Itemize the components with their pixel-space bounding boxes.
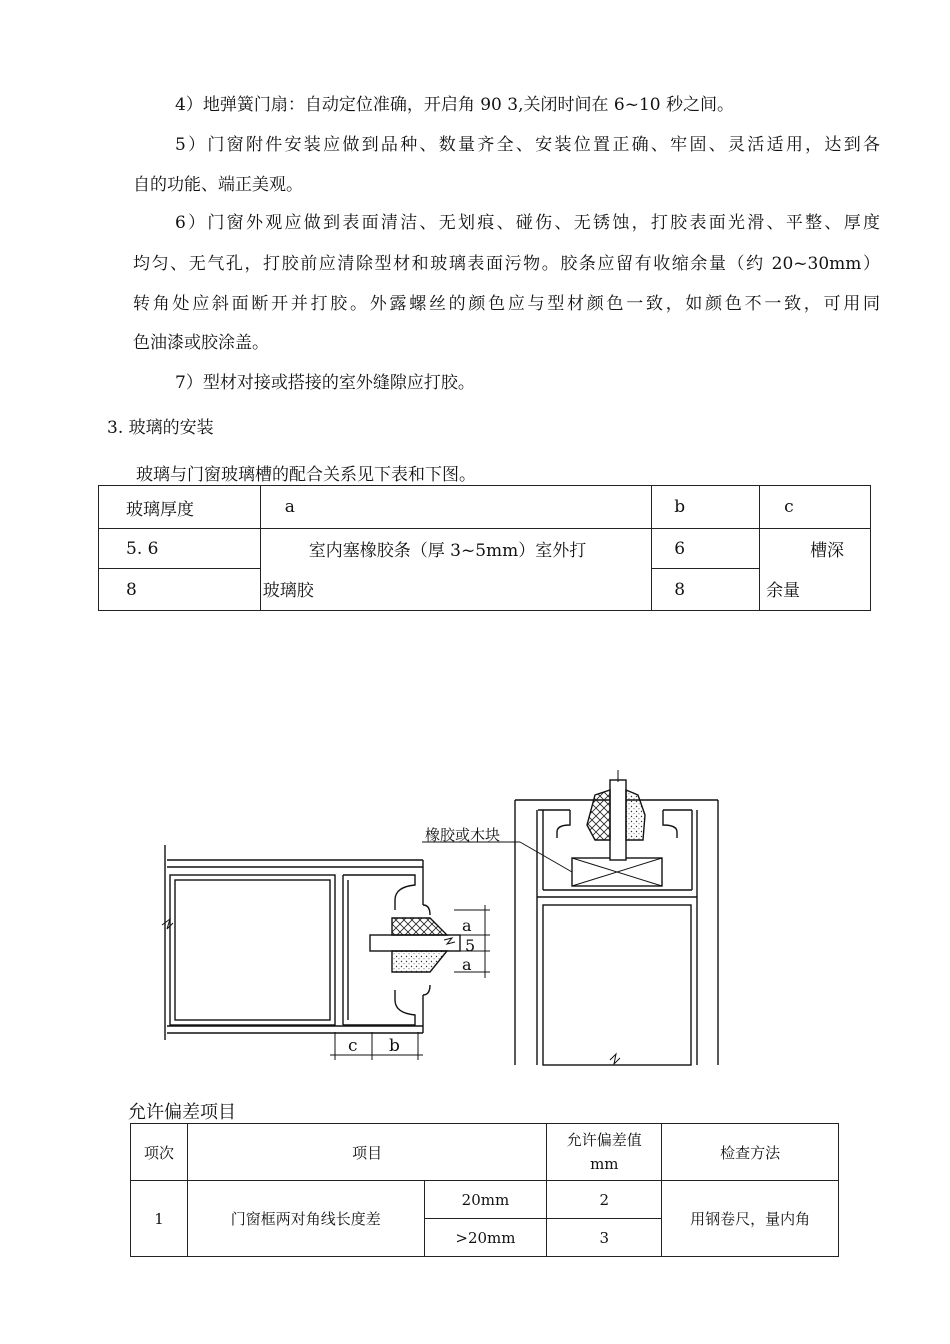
para-6-line1: 6）门窗外观应做到表面清洁、无划痕、碰伤、无锈蚀，打胶表面光滑、平整、厚度: [175, 213, 880, 233]
header-c: c: [760, 486, 871, 529]
header-value-line1: 允许偏差值: [566, 1131, 642, 1149]
row-value-1: 2: [547, 1181, 662, 1219]
label-b: b: [389, 1036, 400, 1056]
tolerance-table: [130, 1123, 839, 1257]
header-value-line2: mm: [590, 1155, 619, 1173]
glass-fit-table: [98, 485, 871, 611]
header-b: b: [652, 486, 760, 529]
glass-installation-diagram: [140, 760, 760, 1090]
cell-a-desc: [260, 529, 651, 611]
tolerance-title: 允许偏差项目: [128, 1102, 236, 1123]
header-glass-thickness: 玻璃厚度: [99, 486, 261, 529]
label-a-top: a: [462, 916, 472, 935]
cell-a-line1: 室内塞橡胶条（厚 3~5mm）室外打: [308, 541, 587, 561]
label-c: c: [348, 1036, 358, 1056]
cell-c-line1: 槽深: [810, 541, 845, 561]
row-index: 1: [131, 1181, 188, 1257]
row-item: 门窗框两对角线长度差: [187, 1181, 424, 1257]
para-6-line3: 转角处应斜面断开并打胶。外露螺丝的颜色应与型材颜色一致，如颜色不一致，可用同: [133, 294, 880, 314]
header-item: 项目: [187, 1124, 546, 1181]
label-rubber-or-wood: 橡胶或木块: [425, 826, 501, 844]
row-value-2: 3: [547, 1219, 662, 1257]
label-5: 5: [465, 936, 476, 955]
para-5-line1: 5）门窗附件安装应做到品种、数量齐全、安装位置正确、牢固、灵活适用，达到各: [175, 135, 880, 155]
cell-a-line2: 玻璃胶: [262, 581, 314, 601]
cell-thickness-2: 8: [99, 569, 261, 611]
cell-b-1: 6: [652, 529, 760, 569]
row-range-1: 20mm: [424, 1181, 547, 1219]
header-a: a: [260, 486, 651, 529]
right-frame-section: [515, 770, 718, 1065]
row-method: 用钢卷尺，量内角: [662, 1181, 839, 1257]
header-index: 项次: [131, 1124, 188, 1181]
header-value: [547, 1124, 662, 1181]
section-heading: 3. 玻璃的安装: [107, 418, 214, 438]
cell-thickness-1: 5. 6: [99, 529, 261, 569]
cell-c-desc: [760, 529, 871, 611]
row-range-2: >20mm: [424, 1219, 547, 1257]
para-6-line2: 均匀、无气孔，打胶前应清除型材和玻璃表面污物。胶条应留有收缩余量（约 20~30mm）: [133, 254, 880, 274]
label-a-bottom: a: [462, 955, 472, 974]
para-7: 7）型材对接或搭接的室外缝隙应打胶。: [175, 373, 475, 393]
para-5-line2: 自的功能、端正美观。: [133, 175, 303, 195]
para-6-line4: 色油漆或胶涂盖。: [133, 333, 269, 353]
section-intro: 玻璃与门窗玻璃槽的配合关系见下表和下图。: [136, 465, 476, 485]
left-frame-section: [162, 845, 490, 1060]
cell-c-line2: 余量: [766, 581, 801, 601]
para-4: 4）地弹簧门扇：自动定位准确，开启角 90 3,关闭时间在 6~10 秒之间。: [175, 95, 734, 115]
header-method: 检查方法: [662, 1124, 839, 1181]
cell-b-2: 8: [652, 569, 760, 611]
